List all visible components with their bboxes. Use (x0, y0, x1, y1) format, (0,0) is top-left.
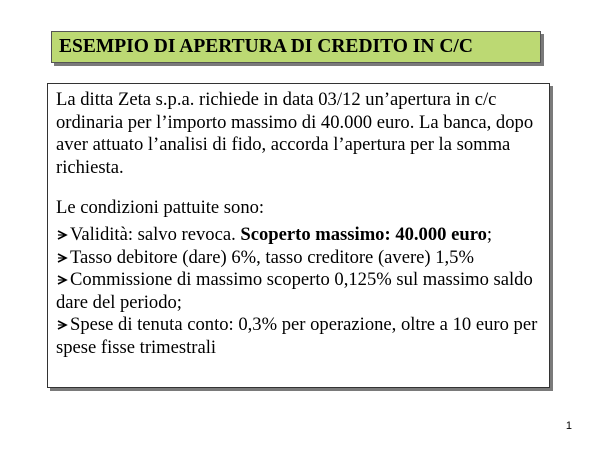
content-box (47, 83, 550, 388)
condition-text: Tasso debitore (dare) 6%, tasso creditore (avere) 1,5% (70, 246, 474, 268)
title-banner (51, 31, 541, 63)
conditions-heading: Le condizioni pattuite sono: (56, 197, 265, 219)
condition-tail: ; (486, 223, 493, 245)
condition-item-commission (56, 269, 543, 314)
condition-item-rates (56, 247, 543, 270)
condition-text: Spese di tenuta conto: 0,3% per operazione, oltre a 10 euro per spese fisse trimestrali (56, 314, 538, 358)
conditions-list (56, 224, 543, 360)
arrow-bullet-icon (56, 252, 68, 264)
condition-item-fees (56, 314, 543, 359)
condition-item-validity (56, 224, 543, 247)
page-number: 1 (565, 420, 572, 432)
page-title: ESEMPIO DI APERTURA DI CREDITO IN C/C (59, 36, 473, 57)
intro-paragraph: La ditta Zeta s.p.a. richiede in data 03/12 un’apertura in c/c ordinaria per l’importo massimo di 40.000 euro. La banca, dopo aver attuato l’analisi di fido, accorda l’apertura per la somma richiesta. (56, 89, 534, 178)
condition-bold-text: Scoperto massimo: 40.000 euro (240, 223, 487, 245)
condition-text: Commissione di massimo scoperto 0,125% sul massimo saldo dare del periodo; (56, 269, 533, 313)
arrow-bullet-icon (56, 229, 68, 241)
arrow-bullet-icon (56, 319, 68, 331)
condition-text: Validità: salvo revoca. (70, 223, 241, 245)
arrow-bullet-icon (56, 274, 68, 286)
